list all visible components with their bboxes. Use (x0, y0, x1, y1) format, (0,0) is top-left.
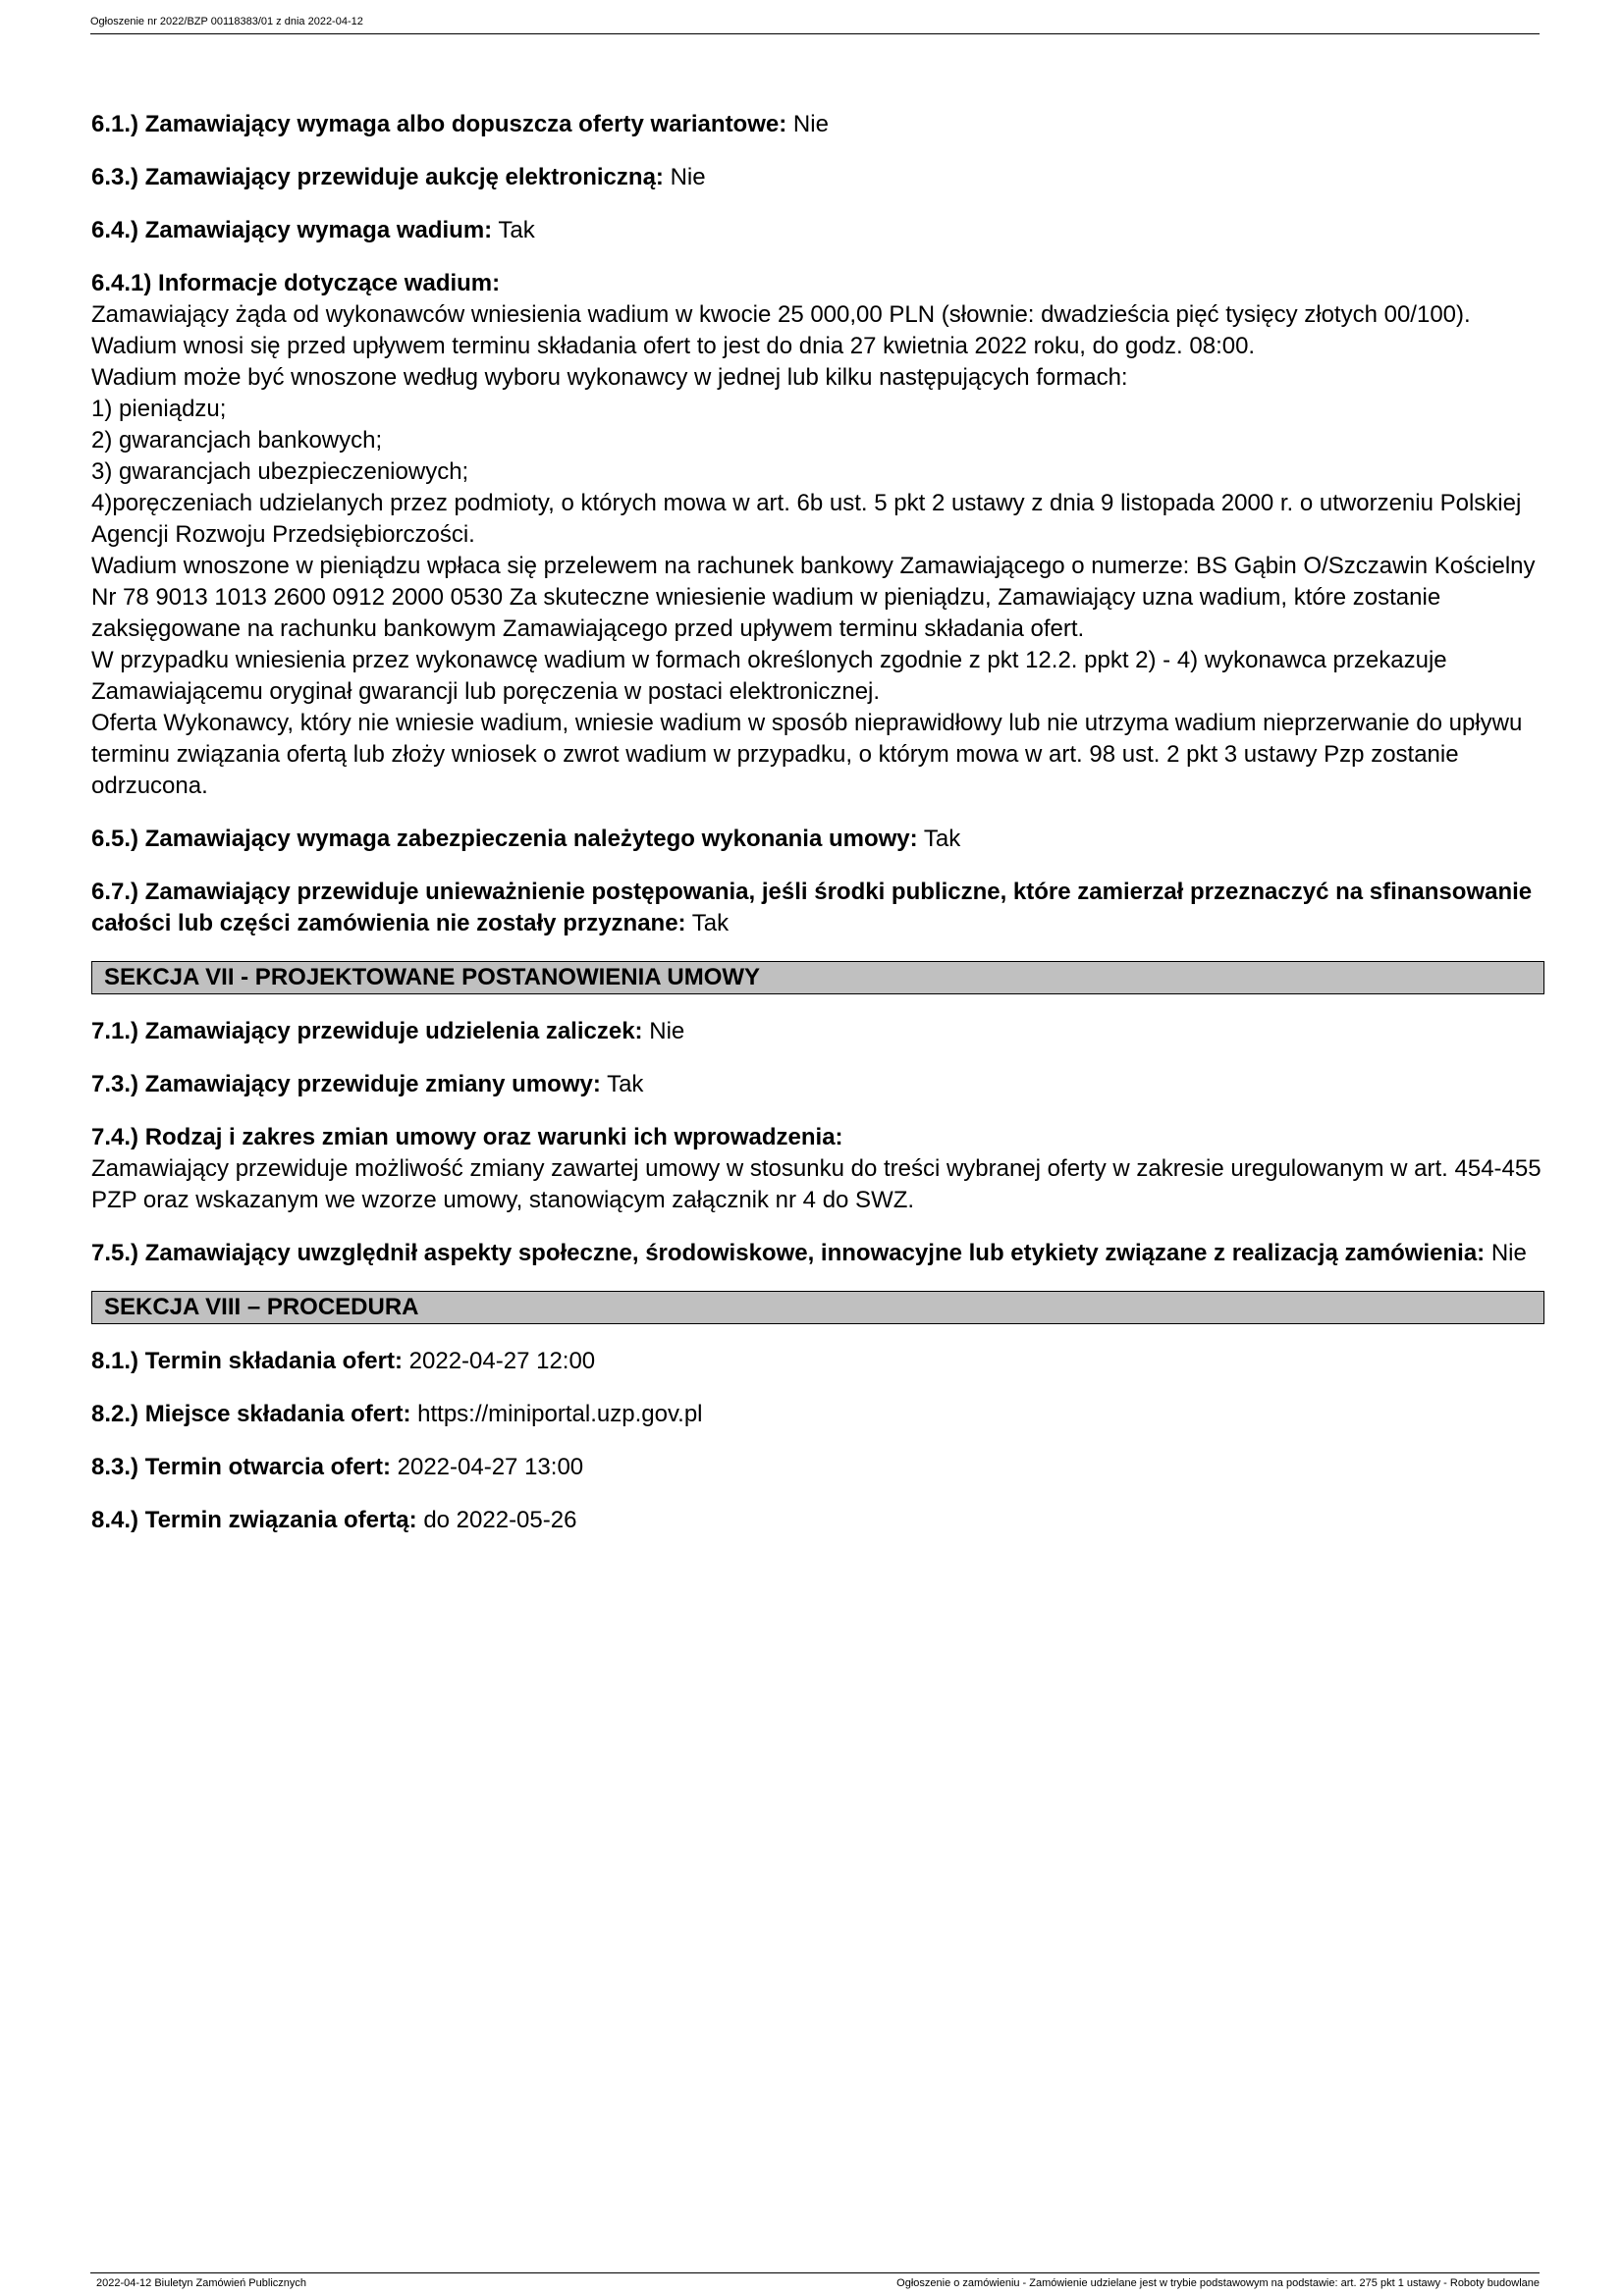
wadium-paragraph: Oferta Wykonawcy, który nie wniesie wadium, wniesie wadium w sposób nieprawidłowy lub nie utrzyma wadium nieprzerwanie do upływu terminu związania ofertą lub złoży wniosek o zwrot wadium w przypadku, o którym mowa w art. 98 ust. 2 pkt 3 ustawy Pzp zostanie odrzucona. (91, 710, 1523, 799)
item-6-3-label: 6.3.) Zamawiający przewiduje aukcję elektroniczną: (91, 164, 664, 190)
item-7-1-label: 7.1.) Zamawiający przewiduje udzielenia zaliczek: (91, 1018, 643, 1044)
item-6-1-label: 6.1.) Zamawiający wymaga albo dopuszcza oferty wariantowe: (91, 111, 787, 137)
item-8-2-label: 8.2.) Miejsce składania ofert: (91, 1401, 411, 1427)
item-8-3-label: 8.3.) Termin otwarcia ofert: (91, 1454, 391, 1480)
item-6-5-value: Tak (923, 826, 961, 852)
item-7-4-text: Zamawiający przewiduje możliwość zmiany zawartej umowy w stosunku do treści wybranej oferty w zakresie uregulowanym w art. 454-455 PZP oraz wskazanym we wzorze umowy, stanowiącym załącznik nr 4 do SWZ. (91, 1155, 1542, 1213)
item-7-1 (91, 1016, 1544, 1047)
wadium-paragraph: Zamawiający żąda od wykonawców wniesienia wadium w kwocie 25 000,00 PLN (słownie: dwadzieścia pięć tysięcy złotych 00/100). (91, 301, 1471, 328)
item-8-2 (91, 1399, 1544, 1430)
item-8-2-value: https://miniportal.uzp.gov.pl (417, 1401, 703, 1427)
item-6-3-value: Nie (670, 164, 706, 190)
wadium-paragraph: 2) gwarancjach bankowych; (91, 427, 383, 454)
item-8-3-value: 2022-04-27 13:00 (397, 1454, 584, 1480)
footer-left-text: 2022-04-12 Biuletyn Zamówień Publicznych (96, 2277, 307, 2289)
wadium-paragraph: 1) pieniądzu; (91, 396, 227, 422)
header-text: Ogłoszenie nr 2022/BZP 00118383/01 z dnia 2022-04-12 (90, 16, 363, 27)
wadium-paragraph: 3) gwarancjach ubezpieczeniowych; (91, 458, 469, 485)
item-6-4 (91, 215, 1544, 246)
wadium-paragraph: 4)poręczeniach udzielanych przez podmioty, o których mowa w art. 6b ust. 5 pkt 2 ustawy z dnia 9 listopada 2000 r. o utworzeniu Polskiej Agencji Rozwoju Przedsiębiorczości. (91, 490, 1522, 548)
item-6-1 (91, 109, 1544, 140)
item-7-3-label: 7.3.) Zamawiający przewiduje zmiany umowy: (91, 1071, 601, 1097)
item-7-5 (91, 1238, 1544, 1269)
section-viii-header: SEKCJA VIII – PROCEDURA (91, 1291, 1544, 1324)
item-8-4 (91, 1505, 1544, 1536)
item-7-3-value: Tak (607, 1071, 644, 1097)
wadium-paragraph: Wadium wnosi się przed upływem terminu składania ofert to jest do dnia 27 kwietnia 2022 roku, do godz. 08:00. (91, 333, 1256, 359)
wadium-paragraph: Wadium wnoszone w pieniądzu wpłaca się przelewem na rachunek bankowy Zamawiającego o numerze: BS Gąbin O/Szczawin Kościelny Nr 78 9013 1013 2600 0912 2000 0530 Za skuteczne wniesienie wadium w pieniądzu, Zamawiający uzna wadium, które zostanie zaksięgowane na rachunku bankowym Zamawiającego przed upływem terminu składania ofert. (91, 553, 1536, 642)
item-8-1-label: 8.1.) Termin składania ofert: (91, 1348, 403, 1374)
item-6-5 (91, 824, 1544, 855)
item-6-3 (91, 162, 1544, 193)
item-6-5-label: 6.5.) Zamawiający wymaga zabezpieczenia należytego wykonania umowy: (91, 826, 918, 852)
item-8-4-label: 8.4.) Termin związania ofertą: (91, 1507, 417, 1533)
item-7-4 (91, 1122, 1544, 1216)
item-7-4-label: 7.4.) Rodzaj i zakres zmian umowy oraz warunki ich wprowadzenia: (91, 1124, 843, 1150)
item-7-5-value: Nie (1490, 1240, 1527, 1266)
item-8-3 (91, 1452, 1544, 1483)
item-6-4-label: 6.4.) Zamawiający wymaga wadium: (91, 217, 493, 243)
section-vii-header: SEKCJA VII - PROJEKTOWANE POSTANOWIENIA UMOWY (91, 961, 1544, 994)
wadium-paragraph: Wadium może być wnoszone według wyboru wykonawcy w jednej lub kilku następujących formach: (91, 364, 1128, 391)
item-6-4-1 (91, 268, 1544, 802)
item-8-4-value: do 2022-05-26 (423, 1507, 577, 1533)
wadium-paragraph: W przypadku wniesienia przez wykonawcę wadium w formach określonych zgodnie z pkt 12.2. ppkt 2) - 4) wykonawca przekazuje Zamawiającemu oryginał gwarancji lub poręczenia w postaci elektronicznej. (91, 647, 1447, 705)
document-content (91, 109, 1544, 1558)
item-6-1-value: Nie (792, 111, 829, 137)
item-8-1 (91, 1346, 1544, 1377)
item-7-1-value: Nie (649, 1018, 685, 1044)
item-7-3 (91, 1069, 1544, 1100)
item-6-7-label: 6.7.) Zamawiający przewiduje unieważnienie postępowania, jeśli środki publiczne, które zamierzał przeznaczyć na sfinansowanie całości lub części zamówienia nie zostały przyznane: (91, 879, 1533, 936)
item-6-7-value: Tak (691, 910, 730, 936)
item-6-4-1-label: 6.4.1) Informacje dotyczące wadium: (91, 270, 501, 296)
page-header (90, 14, 1540, 34)
page-footer (90, 2272, 1540, 2289)
item-7-5-label: 7.5.) Zamawiający uwzględnił aspekty społeczne, środowiskowe, innowacyjne lub etykiety związane z realizacją zamówienia: (91, 1240, 1486, 1266)
footer-right-text: Ogłoszenie o zamówieniu - Zamówienie udzielane jest w trybie podstawowym na podstawie: art. 275 pkt 1 ustawy - Roboty budowlane (896, 2277, 1540, 2289)
item-6-7 (91, 877, 1544, 939)
item-6-4-value: Tak (498, 217, 535, 243)
item-8-1-value: 2022-04-27 12:00 (408, 1348, 596, 1374)
